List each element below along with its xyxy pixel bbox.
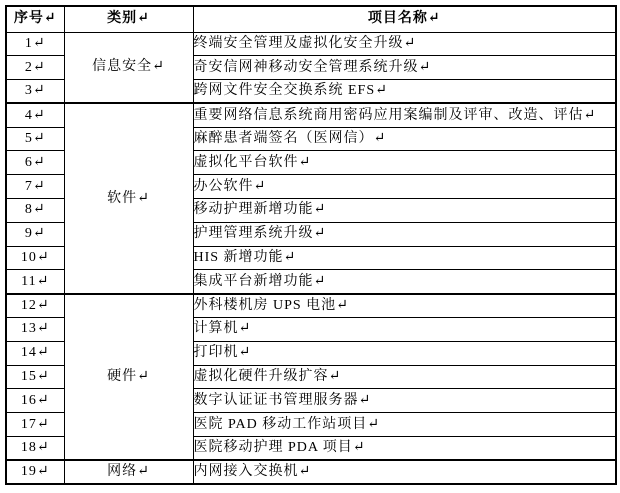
project-name: 麻醉患者端签名（医网信）↵ bbox=[193, 127, 616, 151]
row-number: 8↵ bbox=[6, 199, 64, 223]
header-cell-seq: 序号↵ bbox=[6, 6, 64, 32]
project-name: 医院 PAD 移动工作站项目↵ bbox=[193, 413, 616, 437]
project-name: 护理管理系统升级↵ bbox=[193, 222, 616, 246]
row-number: 13↵ bbox=[6, 318, 64, 342]
header-row bbox=[6, 6, 616, 32]
table-row bbox=[6, 32, 616, 56]
row-number: 9↵ bbox=[6, 222, 64, 246]
category-cell: 硬件↵ bbox=[64, 294, 193, 461]
row-number: 18↵ bbox=[6, 437, 64, 461]
header-cell-project-name: 项目名称↵ bbox=[193, 6, 616, 32]
project-name: 打印机↵ bbox=[193, 341, 616, 365]
project-name: 计算机↵ bbox=[193, 318, 616, 342]
project-name: 重要网络信息系统商用密码应用案编制及评审、改造、评估↵ bbox=[193, 103, 616, 127]
project-name: 虚拟化硬件升级扩容↵ bbox=[193, 365, 616, 389]
project-name: HIS 新增功能↵ bbox=[193, 246, 616, 270]
project-name: 移动护理新增功能↵ bbox=[193, 199, 616, 223]
table-row bbox=[6, 460, 616, 484]
row-number: 10↵ bbox=[6, 246, 64, 270]
row-number: 2↵ bbox=[6, 56, 64, 80]
project-name: 外科楼机房 UPS 电池↵ bbox=[193, 294, 616, 318]
project-table bbox=[5, 5, 617, 485]
project-name: 内网接入交换机↵ bbox=[193, 460, 616, 484]
project-name: 奇安信网神移动安全管理系统升级↵ bbox=[193, 56, 616, 80]
table-row bbox=[6, 294, 616, 318]
row-number: 15↵ bbox=[6, 365, 64, 389]
row-number: 16↵ bbox=[6, 389, 64, 413]
row-number: 1↵ bbox=[6, 32, 64, 56]
row-number: 4↵ bbox=[6, 103, 64, 127]
row-number: 17↵ bbox=[6, 413, 64, 437]
row-number: 11↵ bbox=[6, 270, 64, 294]
row-number: 12↵ bbox=[6, 294, 64, 318]
row-number: 5↵ bbox=[6, 127, 64, 151]
category-cell: 软件↵ bbox=[64, 103, 193, 293]
row-number: 19↵ bbox=[6, 460, 64, 484]
project-name: 医院移动护理 PDA 项目↵ bbox=[193, 437, 616, 461]
project-name: 终端安全管理及虚拟化安全升级↵ bbox=[193, 32, 616, 56]
project-name: 集成平台新增功能↵ bbox=[193, 270, 616, 294]
category-cell: 信息安全↵ bbox=[64, 32, 193, 103]
project-name: 虚拟化平台软件↵ bbox=[193, 151, 616, 175]
project-name: 数字认证证书管理服务器↵ bbox=[193, 389, 616, 413]
header-cell-category: 类别↵ bbox=[64, 6, 193, 32]
row-number: 6↵ bbox=[6, 151, 64, 175]
project-name: 跨网文件安全交换系统 EFS↵ bbox=[193, 80, 616, 104]
table-row bbox=[6, 103, 616, 127]
row-number: 3↵ bbox=[6, 80, 64, 104]
category-cell: 网络↵ bbox=[64, 460, 193, 484]
row-number: 14↵ bbox=[6, 341, 64, 365]
project-name: 办公软件↵ bbox=[193, 175, 616, 199]
row-number: 7↵ bbox=[6, 175, 64, 199]
